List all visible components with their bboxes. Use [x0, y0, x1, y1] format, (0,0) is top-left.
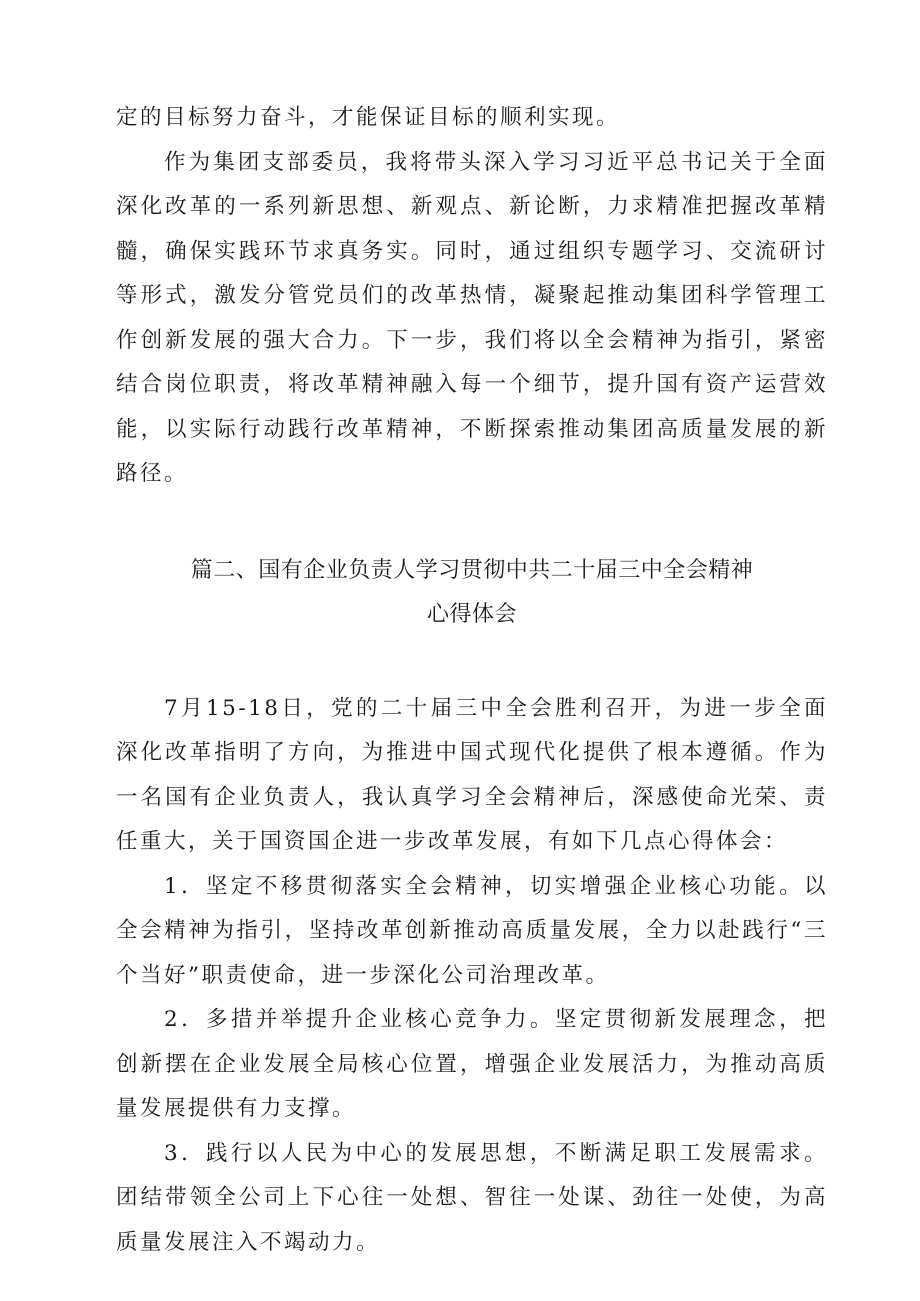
section-title-line-1: 篇二、国有企业负责人学习贯彻中共二十届三中全会精神	[190, 557, 754, 583]
document-body	[116, 96, 828, 1265]
point-2-paragraph: 2．多措并举提升企业核心竞争力。坚定贯彻新发展理念，把创新摆在企业发展全局核心位置，增强企业发展活力，为推动高质量发展提供有力支撑。	[116, 1007, 828, 1121]
continuation-paragraph: 定的目标努力奋斗，才能保证目标的顺利实现。	[116, 105, 621, 130]
point-3-paragraph: 3．践行以人民为中心的发展思想，不断满足职工发展需求。团结带领全公司上下心往一处想、智往一处谋、劲往一处使，为高质量发展注入不竭动力。	[116, 1140, 828, 1255]
section-title	[116, 549, 828, 637]
intro-paragraph: 7月15-18日，党的二十届三中全会胜利召开，为进一步全面深化改革指明了方向，为推进中国式现代化提供了根本遵循。作为一名国有企业负责人，我认真学习全会精神后，深感使命光荣、责任重大，关于国资国企进一步改革发展，有如下几点心得体会：	[116, 695, 828, 854]
committee-member-paragraph: 作为集团支部委员，我将带头深入学习习近平总书记关于全面深化改革的一系列新思想、新观点、新论断，力求精准把握改革精髓，确保实践环节求真务实。同时，通过组织专题学习、交流研讨等形式，激发分管党员们的改革热情，凝聚起推动集团科学管理工作创新发展的强大合力。下一步，我们将以全会精神为指引，紧密结合岗位职责，将改革精神融入每一个细节，提升国有资产运营效能，以实际行动践行改革精神，不断探索推动集团高质量发展的新路径。	[116, 149, 828, 486]
section-title-line-2: 心得体会	[426, 601, 517, 627]
point-1-paragraph: 1．坚定不移贯彻落实全会精神，切实增强企业核心功能。以全会精神为指引，坚持改革创新推动高质量发展，全力以赴践行“三个当好”职责使命，进一步深化公司治理改革。	[116, 873, 828, 988]
